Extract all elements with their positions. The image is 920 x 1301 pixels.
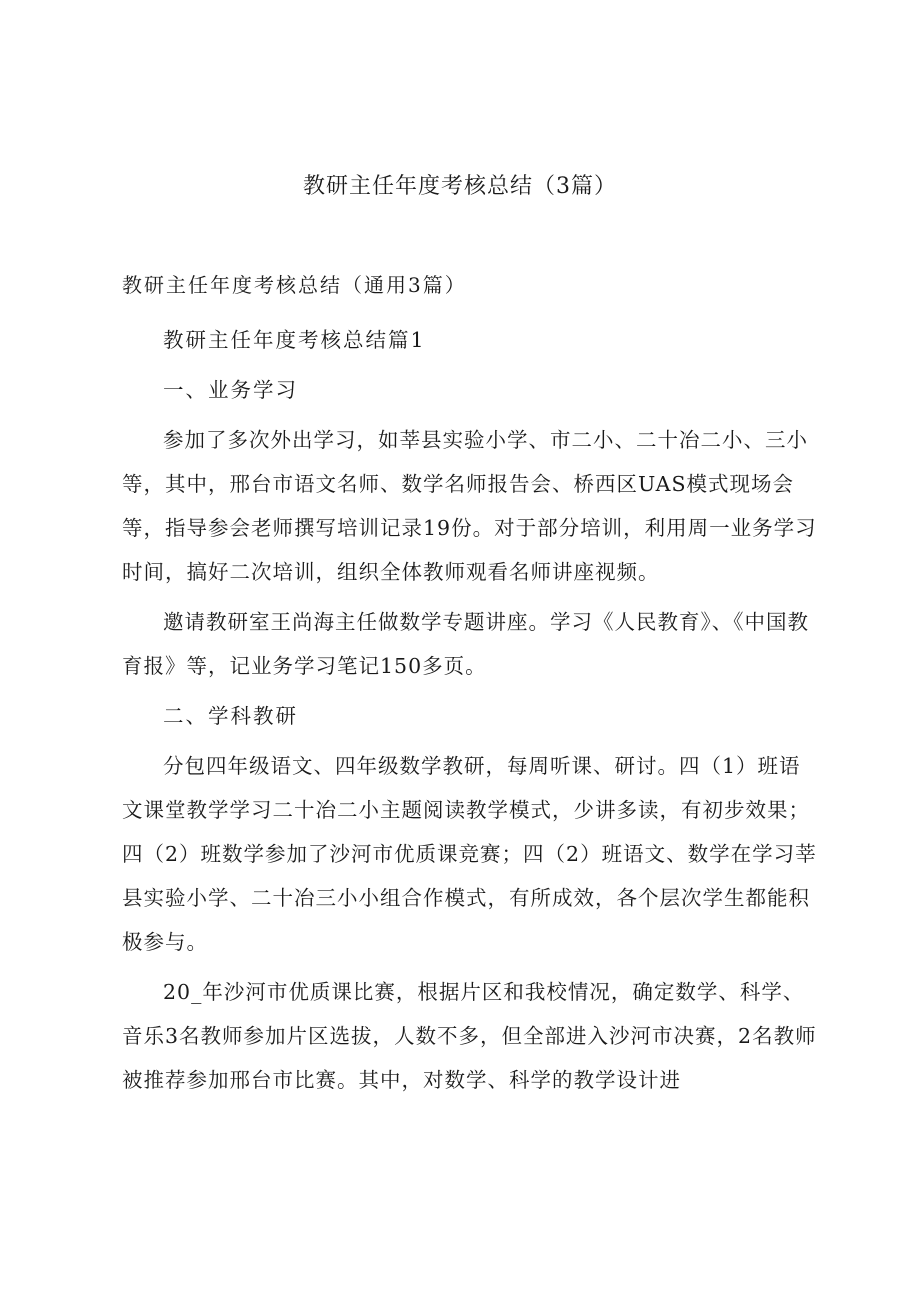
section-heading-study: 一、业务学习 [163,378,298,402]
document-body [122,318,822,1108]
section-title: 教研主任年度考核总结篇1 [163,328,426,352]
paragraph: 参加了多次外出学习，如莘县实验小学、市二小、二十冶二小、三小等，其中，邢台市语文名师、数学名师报告会、桥西区UAS模式现场会等，指导参会老师撰写培训记录19份。对于部分培训，利用周一业务学习时间，搞好二次培训，组织全体教师观看名师讲座视频。 [122,428,817,584]
section-heading-research: 二、学科教研 [163,704,298,728]
document-title: 教研主任年度考核总结（3篇） [303,174,617,199]
paragraph: 分包四年级语文、四年级数学教研，每周听课、研讨。四（1）班语文课堂教学学习二十冶二小主题阅读教学模式，少讲多读，有初步效果；四（2）班数学参加了沙河市优质课竞赛；四（2）班语文、数学在学习莘县实验小学、二十冶三小小组合作模式，有所成效，各个层次学生都能积极参与。 [122,754,817,954]
document-subtitle: 教研主任年度考核总结（通用3篇） [122,273,467,297]
paragraph: 邀请教研室王尚海主任做数学专题讲座。学习《人民教育》、《中国教育报》等，记业务学习笔记150多页。 [122,610,809,678]
paragraph: 20_年沙河市优质课比赛，根据片区和我校情况，确定数学、科学、音乐3名教师参加片区选拔，人数不多，但全部进入沙河市决赛，2名教师被推荐参加邢台市比赛。其中，对数学、科学的教学设计进 [122,980,817,1092]
